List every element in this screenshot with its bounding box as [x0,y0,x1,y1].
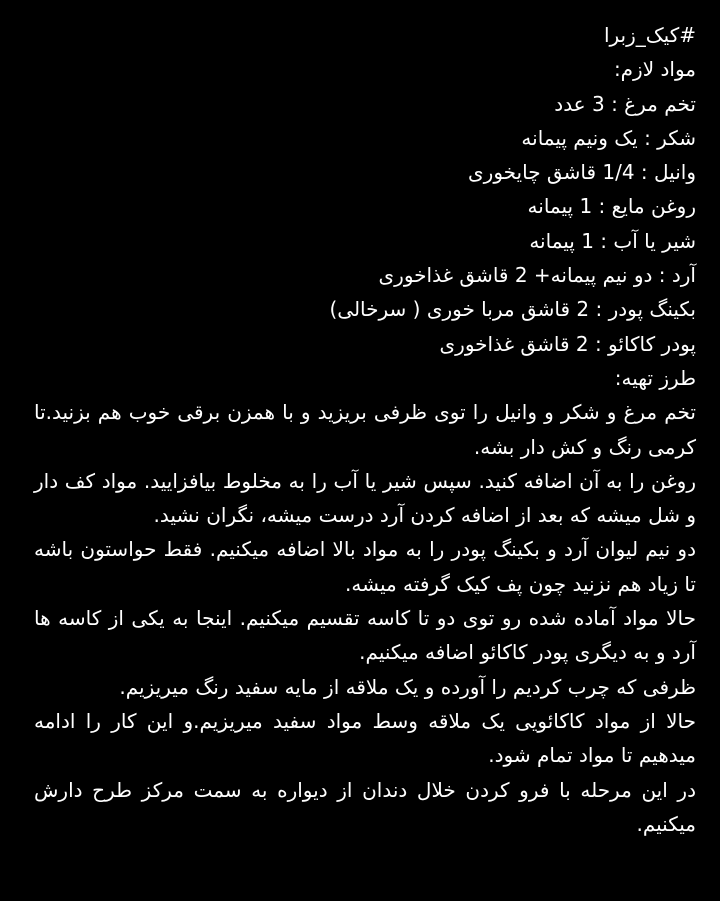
method-heading: طرز تهیه: [614,365,696,390]
ingredient-item: تخم مرغ : 3 عدد [554,91,696,116]
ingredients-heading: مواد لازم: [613,57,696,82]
ingredient-item: بکینگ پودر : 2 قاشق مربا خوری ( سرخالی) [329,297,696,322]
method-step: ظرفی که چرب کردیم را آورده و یک ملاقه از مایه سفید رنگ میریزیم. [119,674,696,699]
method-step: روغن را به آن اضافه کنید. سپس شیر یا آب را به مخلوط بیافزایید. مواد کف دار و شل میشه که بعد از اضافه کردن آرد درست میشه، نگران نشید. [34,468,696,528]
recipe-note [34,18,696,841]
method-step: حالا مواد آماده شده رو توی دو تا کاسه تقسیم میکنیم. اینجا به یکی از کاسه ها آرد و به دیگری پودر کاکائو اضافه میکنیم. [34,606,696,665]
ingredient-item: پودر کاکائو : 2 قاشق غذاخوری [439,331,696,356]
recipe-hashtag: #کیک_زبرا [603,23,696,47]
ingredient-item: روغن مایع : 1 پیمانه [527,194,696,219]
ingredient-item: شکر : یک ونیم پیمانه [521,125,696,150]
ingredient-item: شیر یا آب : 1 پیمانه [529,228,696,253]
ingredient-item: وانیل : 1/4 قاشق چایخوری [468,160,696,185]
method-step: تخم مرغ و شکر و وانیل را توی ظرفی بریزید و با همزن برقی خوب هم بزنید.تا کرمی رنگ و کش دار بشه. [34,400,696,459]
method-step: در این مرحله با فرو کردن خلال دندان از دیواره به سمت مرکز طرح دارش میکنیم. [34,777,696,836]
method-step: حالا از مواد کاکائویی یک ملاقه وسط مواد سفید میریزیم.و این کار را ادامه میدهیم تا مواد تمام شود. [34,708,696,768]
ingredient-item: آرد : دو نیم پیمانه+ 2 قاشق غذاخوری [378,263,696,288]
method-step: دو نیم لیوان آرد و بکینگ پودر را به مواد بالا اضافه میکنیم. فقط حواستون باشه تا زیاد هم نزنید چون پف کیک گرفته میشه. [34,537,696,596]
